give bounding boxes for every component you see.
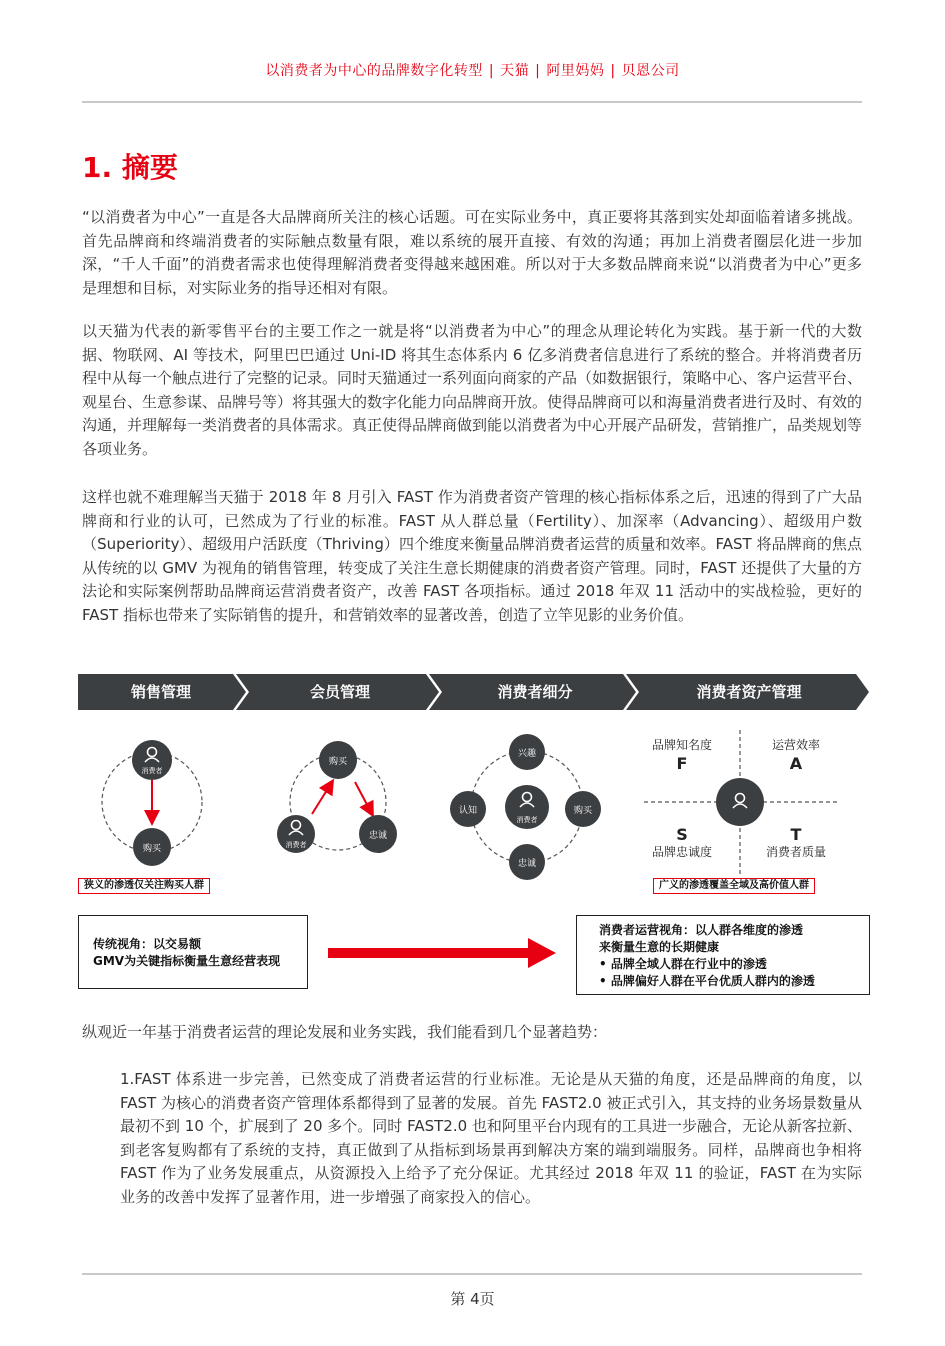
svg-text:F: F xyxy=(676,754,688,773)
consumer-ops-bullet1: • 品牌全域人群在行业中的渗透 xyxy=(599,957,767,971)
traditional-view-line1: 传统视角：以交易额 xyxy=(93,937,202,951)
paragraph-1: “以消费者为中心”一直是各大品牌商所关注的核心话题。可在实际业务中，真正要将其落到实处却面临着诸多挑战。首先品牌商和终端消费者的实际触点数量有限，难以系统的展开直接、有效的沟通；再加上消费者圈层化进一步加深，“千人千面”的消费者需求也使得理解消费者变得越来越困难。所以对于大多数品牌商来说“以消费者为中心”更多是理想和目标，对实际业务的指导还相对有限。 xyxy=(82,208,862,297)
paragraph-3: 这样也就不难理解当天猫于 2018 年 8 月引入 FAST 作为消费者资产管理的核心指标体系之后，迅速的得到了广大品牌商和行业的认可，已然成为了行业的标准。FAST 从人群总量（Fertility）、加深率（Advancing）、超级用户数（Superiority）、超级用户活跃度（Thriving）四个维度来衡量品牌消费者运营的质量和效率。FAST 将品牌商的焦点从传统的以 GMV 为视角的销售管理，转变成了关注生意长期健康的消费者资产管理。同时，FAST 还提供了大量的方法论和实际案例帮助品牌商运营消费者资产，改善 FAST 各项指标。通过 2018 年双 11 活动中的实战检验，更好的 FAST 指标也带来了实际销售的提升，和营销效率的显著改善，创造了立竿见影的业务价值。 xyxy=(82,488,862,624)
stage-label-4: 消费者资产管理 xyxy=(696,683,802,701)
header-title: 以消费者为中心的品牌数字化转型 xyxy=(265,63,483,79)
svg-text:购买: 购买 xyxy=(142,844,162,854)
stage-label-1: 销售管理 xyxy=(130,683,192,701)
svg-text:运营效率: 运营效率 xyxy=(771,738,821,752)
big-red-arrow xyxy=(328,938,556,968)
report-header: 以消费者为中心的品牌数字化转型 | 天猫 | 阿里妈妈 | 贝恩公司 xyxy=(265,63,680,79)
svg-text:T: T xyxy=(790,825,802,844)
traditional-view-box xyxy=(78,915,308,989)
diagram-sales xyxy=(102,740,202,866)
page-number: 第 4页 xyxy=(450,1290,495,1308)
svg-text:购买: 购买 xyxy=(573,806,593,816)
footer-divider xyxy=(82,1273,862,1275)
caption-broad-penetration: 广义的渗透覆盖全域及高价值人群 xyxy=(653,878,815,894)
header-divider xyxy=(82,101,862,103)
svg-text:消费者质量: 消费者质量 xyxy=(765,845,827,859)
svg-text:A: A xyxy=(789,754,803,773)
stage-label-2: 会员管理 xyxy=(309,683,371,701)
svg-text:品牌忠诚度: 品牌忠诚度 xyxy=(651,845,713,859)
stage-label-3: 消费者细分 xyxy=(497,683,573,701)
svg-text:消费者: 消费者 xyxy=(285,841,307,849)
svg-text:S: S xyxy=(676,825,688,844)
paragraph-2: 以天猫为代表的新零售平台的主要工作之一就是将“以消费者为中心”的理念从理论转化为实践。基于新一代的大数据、物联网、AI 等技术，阿里巴巴通过 Uni-ID 将其生态体系内 6 亿多消费者信息进行了系统的整合。并将消费者历程中从每一个触点进行了完整的记录。同时天猫通过一系列面向商家的产品（如数据银行，策略中心、客户运营平台、观星台、生意参谋、品牌号等）将其强大的数字化能力向品牌商开放。使得品牌商可以和海量消费者进行及时、有效的沟通，并理解每一类消费者的具体需求。真正使得品牌商做到能以消费者为中心开展产品研发，营销推广，品类规划等各项业务。 xyxy=(82,322,863,458)
header-bain: 贝恩公司 xyxy=(621,63,680,79)
section-title: 1. 摘要 xyxy=(82,151,178,184)
svg-text:忠诚: 忠诚 xyxy=(517,859,537,869)
consumer-ops-view-box xyxy=(576,915,870,995)
svg-text:认知: 认知 xyxy=(458,806,478,816)
svg-text:忠诚: 忠诚 xyxy=(368,831,388,841)
traditional-view-line2: GMV为关键指标衡量生意经营表现 xyxy=(93,954,281,968)
paragraph-4: 纵观近一年基于消费者运营的理论发展和业务实践，我们能看到几个显著趋势： xyxy=(82,1023,608,1041)
svg-text:品牌知名度: 品牌知名度 xyxy=(651,738,713,752)
caption-narrow-penetration: 狭义的渗透仅关注购买人群 xyxy=(78,878,210,894)
consumer-ops-line1: 消费者运营视角：以人群各维度的渗透 xyxy=(599,923,804,937)
diagram-fast xyxy=(644,730,840,874)
diagram-membership xyxy=(277,741,397,853)
svg-text:兴趣: 兴趣 xyxy=(517,749,537,759)
consumer-ops-line2: 来衡量生意的长期健康 xyxy=(599,940,720,954)
diagram-segmentation xyxy=(450,734,601,880)
svg-text:消费者: 消费者 xyxy=(516,816,538,824)
header-tmall: 天猫 xyxy=(500,63,530,79)
paragraph-5: 1.FAST 体系进一步完善，已然变成了消费者运营的行业标准。无论是从天猫的角度，还是品牌商的角度，以 FAST 为核心的消费者资产管理体系都得到了显著的发展。首先 FAST2.0 被正式引入，其支持的业务场景数量从最初不到 10 个，扩展到了 20 多个。同时 FAST2.0 也和阿里平台内现有的工具进一步融合，无论从新客拉新、到老客复购都有了系统的支持，真正做到了从指标到场景再到解决方案的端到端服务。同样，品牌商也争相将 FAST 作为了业务发展重点，从资源投入上给予了充分保证。尤其经过 2018 年双 11 的验证，FAST 在为实际业务的改善中发挥了显著作用，进一步增强了商家投入的信心。 xyxy=(120,1070,862,1206)
consumer-ops-bullet2: • 品牌偏好人群在平台优质人群内的渗透 xyxy=(599,974,815,988)
fast-framework-figure xyxy=(78,672,870,998)
svg-text:消费者: 消费者 xyxy=(141,767,163,775)
header-alimama: 阿里妈妈 xyxy=(546,63,605,79)
svg-text:购买: 购买 xyxy=(328,757,348,767)
stage-chevrons xyxy=(78,674,869,710)
